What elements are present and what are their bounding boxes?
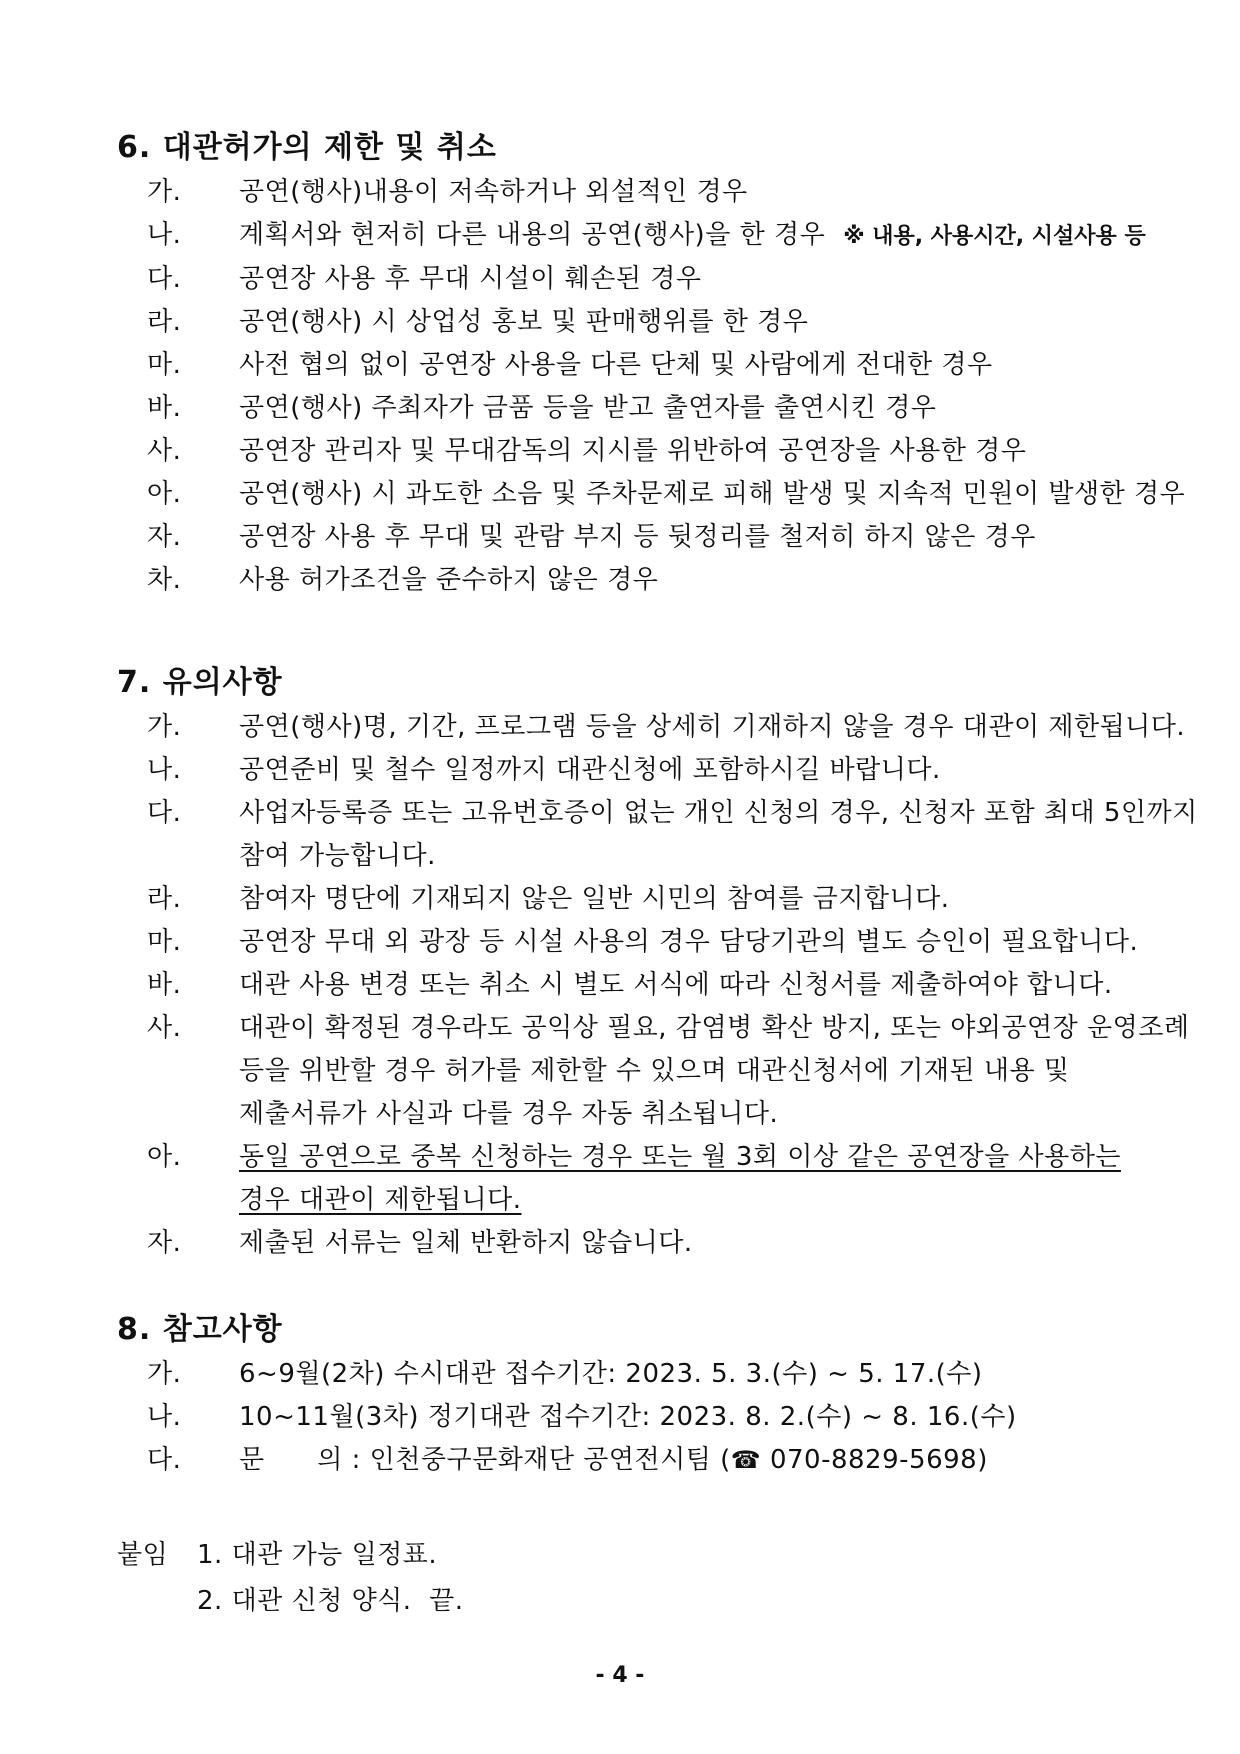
list-item: 마. 공연장 무대 외 광장 등 시설 사용의 경우 담당기관의 별도 승인이 필요합니다. — [147, 927, 1139, 957]
list-item: 나. 10~11월(3차) 정기대관 접수기간: 2023. 8. 2.(수) ~ 8. 16.(수) — [147, 1402, 1017, 1432]
list-item: 라. 참여자 명단에 기재되지 않은 일반 시민의 참여를 금지합니다. — [147, 884, 950, 914]
page-number: - 4 - — [595, 1663, 645, 1688]
attachments-label: 붙임 — [117, 1540, 169, 1570]
note-text: ※ 내용, 사용시간, 시설사용 등 — [843, 224, 1146, 249]
list-item: 자. 공연장 사용 후 무대 및 관람 부지 등 뒷정리를 철저히 하지 않은 경우 — [147, 522, 1036, 552]
list-item: 바. 공연(행사) 주최자가 금품 등을 받고 출연자를 출연시킨 경우 — [147, 393, 937, 423]
list-item: 마. 사전 협의 없이 공연장 사용을 다른 단체 및 사람에게 전대한 경우 — [147, 350, 993, 380]
section-8 — [117, 1310, 1157, 1482]
attachments — [117, 1532, 463, 1624]
section-7 — [117, 663, 1198, 1265]
list-item: 사. 공연장 관리자 및 무대감독의 지시를 위반하여 공연장을 사용한 경우 — [147, 436, 1027, 466]
attachment-item: 2. 대관 신청 양식. 끝. — [197, 1586, 464, 1616]
list-item: 다. 공연장 사용 후 무대 시설이 훼손된 경우 — [147, 264, 702, 294]
section-7-title: 7. 유의사항 — [117, 665, 283, 700]
list-item: 차. 사용 허가조건을 준수하지 않은 경우 — [147, 565, 659, 595]
attachment-item: 1. 대관 가능 일정표. — [197, 1540, 438, 1570]
list-item: 다. 사업자등록증 또는 고유번호증이 없는 개인 신청의 경우, 신청자 포함 최대 5인까지 참여 가능합니다. — [147, 798, 1198, 871]
list-item: 라. 공연(행사) 시 상업성 홍보 및 판매행위를 한 경우 — [147, 307, 809, 337]
list-item: 가. 공연(행사)내용이 저속하거나 외설적인 경우 — [147, 177, 748, 207]
contact-item: 다. 문 의 : 인천중구문화재단 공연전시팀 (☎ 070-8829-5698) — [147, 1445, 988, 1475]
list-item: 자. 제출된 서류는 일체 반환하지 않습니다. — [147, 1228, 693, 1258]
list-item: 바. 대관 사용 변경 또는 취소 시 별도 서식에 따라 신청서를 제출하여야 합니다. — [147, 970, 1113, 1000]
list-item: 사. 대관이 확정된 경우라도 공익상 필요, 감염병 확산 방지, 또는 야외공연장 운영조례 등을 위반할 경우 허가를 제한할 수 있으며 대관신청서에 기재된 내용 및 제출서류가 사실과 다를 경우 자동 취소됩니다. — [147, 1013, 1190, 1129]
list-item: 나. 계획서와 현저히 다른 내용의 공연(행사)을 한 경우 ※ 내용, 사용시간, 시설사용 등 — [147, 220, 1146, 250]
list-item: 나. 공연준비 및 철수 일정까지 대관신청에 포함하시길 바랍니다. — [147, 755, 941, 785]
list-item: 가. 6~9월(2차) 수시대관 접수기간: 2023. 5. 3.(수) ~ 5. 17.(수) — [147, 1359, 983, 1389]
list-item-underlined: 아. 동일 공연으로 중복 신청하는 경우 또는 월 3회 이상 같은 공연장을 사용하는 경우 대관이 제한됩니다. — [147, 1142, 1121, 1215]
section-6-title: 6. 대관허가의 제한 및 취소 — [117, 130, 497, 165]
list-item: 아. 공연(행사) 시 과도한 소음 및 주차문제로 피해 발생 및 지속적 민원이 발생한 경우 — [147, 479, 1186, 509]
list-item: 가. 공연(행사)명, 기간, 프로그램 등을 상세히 기재하지 않을 경우 대관이 제한됩니다. — [147, 712, 1186, 742]
phone-icon: ☎ — [730, 1446, 762, 1474]
section-6 — [117, 128, 1186, 602]
section-8-title: 8. 참고사항 — [117, 1312, 283, 1347]
